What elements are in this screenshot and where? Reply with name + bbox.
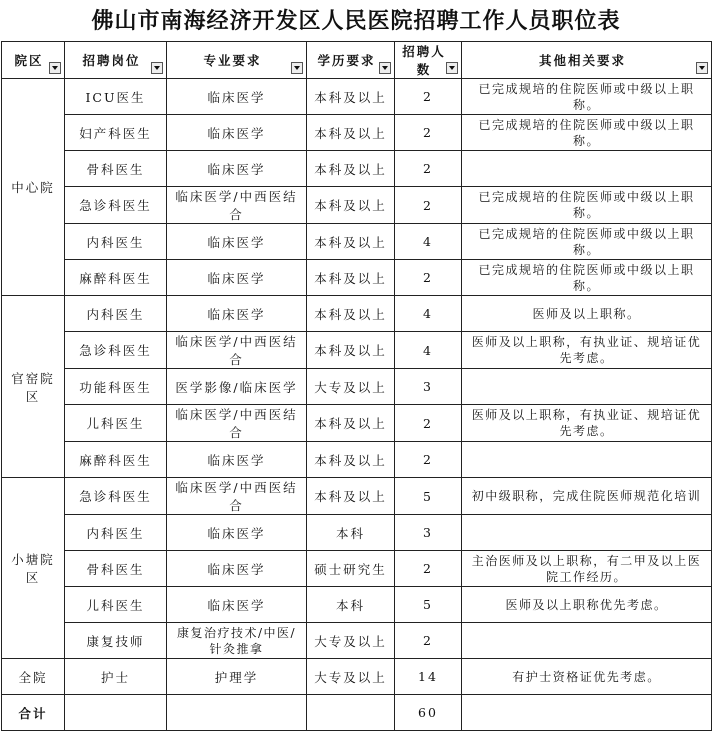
major-cell: 护理学 bbox=[167, 659, 307, 695]
count-cell: 2 bbox=[395, 187, 462, 224]
position-cell: 内科医生 bbox=[65, 224, 167, 260]
table-row bbox=[2, 79, 712, 115]
count-cell: 4 bbox=[395, 296, 462, 332]
other-requirements-cell: 已完成规培的住院医师或中级以上职称。 bbox=[462, 260, 712, 296]
empty-cell bbox=[167, 695, 307, 731]
filter-dropdown-icon[interactable] bbox=[49, 62, 61, 74]
education-cell: 本科 bbox=[307, 587, 395, 623]
table-row bbox=[2, 515, 712, 551]
other-requirements-cell: 医师及以上职称，有执业证、规培证优先考虑。 bbox=[462, 332, 712, 369]
filter-dropdown-icon[interactable] bbox=[696, 62, 708, 74]
major-cell: 临床医学 bbox=[167, 515, 307, 551]
major-cell: 临床医学/中西医结合 bbox=[167, 332, 307, 369]
education-cell: 本科及以上 bbox=[307, 296, 395, 332]
other-requirements-cell: 已完成规培的住院医师或中级以上职称。 bbox=[462, 115, 712, 151]
district-cell: 中心院 bbox=[2, 79, 65, 296]
count-cell: 2 bbox=[395, 405, 462, 442]
major-cell: 临床医学 bbox=[167, 442, 307, 478]
education-cell: 本科及以上 bbox=[307, 115, 395, 151]
other-requirements-cell: 有护士资格证优先考虑。 bbox=[462, 659, 712, 695]
empty-cell bbox=[307, 695, 395, 731]
other-requirements-cell: 已完成规培的住院医师或中级以上职称。 bbox=[462, 224, 712, 260]
education-cell: 大专及以上 bbox=[307, 623, 395, 659]
table-row bbox=[2, 587, 712, 623]
count-cell: 3 bbox=[395, 369, 462, 405]
position-cell: 骨科医生 bbox=[65, 151, 167, 187]
position-cell: 儿科医生 bbox=[65, 405, 167, 442]
count-cell: 2 bbox=[395, 260, 462, 296]
table-row bbox=[2, 260, 712, 296]
education-cell: 本科及以上 bbox=[307, 478, 395, 515]
table-row bbox=[2, 369, 712, 405]
position-cell: 功能科医生 bbox=[65, 369, 167, 405]
column-header: 学历要求 bbox=[307, 42, 395, 79]
position-cell: 康复技师 bbox=[65, 623, 167, 659]
education-cell: 本科及以上 bbox=[307, 442, 395, 478]
major-cell: 临床医学 bbox=[167, 296, 307, 332]
filter-dropdown-icon[interactable] bbox=[379, 62, 391, 74]
filter-dropdown-icon[interactable] bbox=[291, 62, 303, 74]
position-cell: 急诊科医生 bbox=[65, 478, 167, 515]
other-requirements-cell bbox=[462, 151, 712, 187]
major-cell: 康复治疗技术/中医/针灸推拿 bbox=[167, 623, 307, 659]
page-title: 佛山市南海经济开发区人民医院招聘工作人员职位表 bbox=[91, 8, 621, 34]
position-cell: 急诊科医生 bbox=[65, 332, 167, 369]
table-row bbox=[2, 296, 712, 332]
empty-cell bbox=[462, 695, 712, 731]
major-cell: 临床医学 bbox=[167, 224, 307, 260]
other-requirements-cell bbox=[462, 442, 712, 478]
table-row bbox=[2, 405, 712, 442]
major-cell: 临床医学 bbox=[167, 115, 307, 151]
table-row bbox=[2, 115, 712, 151]
count-cell: 14 bbox=[395, 659, 462, 695]
position-cell: 麻醉科医生 bbox=[65, 442, 167, 478]
major-cell: 临床医学/中西医结合 bbox=[167, 187, 307, 224]
table-row bbox=[2, 187, 712, 224]
district-cell: 小塘院区 bbox=[2, 478, 65, 659]
major-cell: 临床医学 bbox=[167, 79, 307, 115]
other-requirements-cell: 医师及以上职称优先考虑。 bbox=[462, 587, 712, 623]
education-cell: 本科及以上 bbox=[307, 151, 395, 187]
education-cell: 本科 bbox=[307, 515, 395, 551]
major-cell: 临床医学 bbox=[167, 551, 307, 587]
header-row bbox=[2, 42, 712, 79]
education-cell: 本科及以上 bbox=[307, 405, 395, 442]
column-header: 其他相关要求 bbox=[462, 42, 712, 79]
table-row bbox=[2, 332, 712, 369]
other-requirements-cell: 已完成规培的住院医师或中级以上职称。 bbox=[462, 79, 712, 115]
position-cell: ICU医生 bbox=[65, 79, 167, 115]
total-row bbox=[2, 695, 712, 731]
major-cell: 临床医学 bbox=[167, 151, 307, 187]
count-cell: 2 bbox=[395, 551, 462, 587]
column-header: 院区 bbox=[2, 42, 65, 79]
total-count: 60 bbox=[395, 695, 462, 731]
major-cell: 医学影像/临床医学 bbox=[167, 369, 307, 405]
education-cell: 大专及以上 bbox=[307, 659, 395, 695]
count-cell: 2 bbox=[395, 115, 462, 151]
other-requirements-cell bbox=[462, 623, 712, 659]
other-requirements-cell: 已完成规培的住院医师或中级以上职称。 bbox=[462, 187, 712, 224]
education-cell: 本科及以上 bbox=[307, 224, 395, 260]
total-label: 合计 bbox=[2, 695, 65, 731]
other-requirements-cell: 初中级职称，完成住院医师规范化培训 bbox=[462, 478, 712, 515]
table-row bbox=[2, 442, 712, 478]
major-cell: 临床医学/中西医结合 bbox=[167, 478, 307, 515]
filter-dropdown-icon[interactable] bbox=[151, 62, 163, 74]
table-row bbox=[2, 224, 712, 260]
position-cell: 急诊科医生 bbox=[65, 187, 167, 224]
position-cell: 妇产科医生 bbox=[65, 115, 167, 151]
count-cell: 5 bbox=[395, 478, 462, 515]
count-cell: 5 bbox=[395, 587, 462, 623]
filter-dropdown-icon[interactable] bbox=[446, 62, 458, 74]
other-requirements-cell: 医师及以上职称，有执业证、规培证优先考虑。 bbox=[462, 405, 712, 442]
education-cell: 大专及以上 bbox=[307, 369, 395, 405]
major-cell: 临床医学/中西医结合 bbox=[167, 405, 307, 442]
other-requirements-cell: 主治医师及以上职称，有二甲及以上医院工作经历。 bbox=[462, 551, 712, 587]
recruitment-table bbox=[1, 41, 712, 731]
count-cell: 3 bbox=[395, 515, 462, 551]
column-header: 招聘人数 bbox=[395, 42, 462, 79]
education-cell: 本科及以上 bbox=[307, 332, 395, 369]
column-header: 专业要求 bbox=[167, 42, 307, 79]
count-cell: 4 bbox=[395, 332, 462, 369]
count-cell: 4 bbox=[395, 224, 462, 260]
other-requirements-cell bbox=[462, 369, 712, 405]
district-cell: 全院 bbox=[2, 659, 65, 695]
count-cell: 2 bbox=[395, 623, 462, 659]
education-cell: 本科及以上 bbox=[307, 79, 395, 115]
table-row bbox=[2, 551, 712, 587]
position-cell: 麻醉科医生 bbox=[65, 260, 167, 296]
position-cell: 护士 bbox=[65, 659, 167, 695]
other-requirements-cell bbox=[462, 515, 712, 551]
table-row bbox=[2, 478, 712, 515]
other-requirements-cell: 医师及以上职称。 bbox=[462, 296, 712, 332]
empty-cell bbox=[65, 695, 167, 731]
position-cell: 骨科医生 bbox=[65, 551, 167, 587]
column-header: 招聘岗位 bbox=[65, 42, 167, 79]
table-row bbox=[2, 659, 712, 695]
education-cell: 本科及以上 bbox=[307, 187, 395, 224]
count-cell: 2 bbox=[395, 442, 462, 478]
education-cell: 硕士研究生 bbox=[307, 551, 395, 587]
count-cell: 2 bbox=[395, 79, 462, 115]
major-cell: 临床医学 bbox=[167, 260, 307, 296]
position-cell: 内科医生 bbox=[65, 296, 167, 332]
position-cell: 儿科医生 bbox=[65, 587, 167, 623]
position-cell: 内科医生 bbox=[65, 515, 167, 551]
count-cell: 2 bbox=[395, 151, 462, 187]
education-cell: 本科及以上 bbox=[307, 260, 395, 296]
major-cell: 临床医学 bbox=[167, 587, 307, 623]
table-row bbox=[2, 623, 712, 659]
table-row bbox=[2, 151, 712, 187]
district-cell: 官窑院区 bbox=[2, 296, 65, 478]
